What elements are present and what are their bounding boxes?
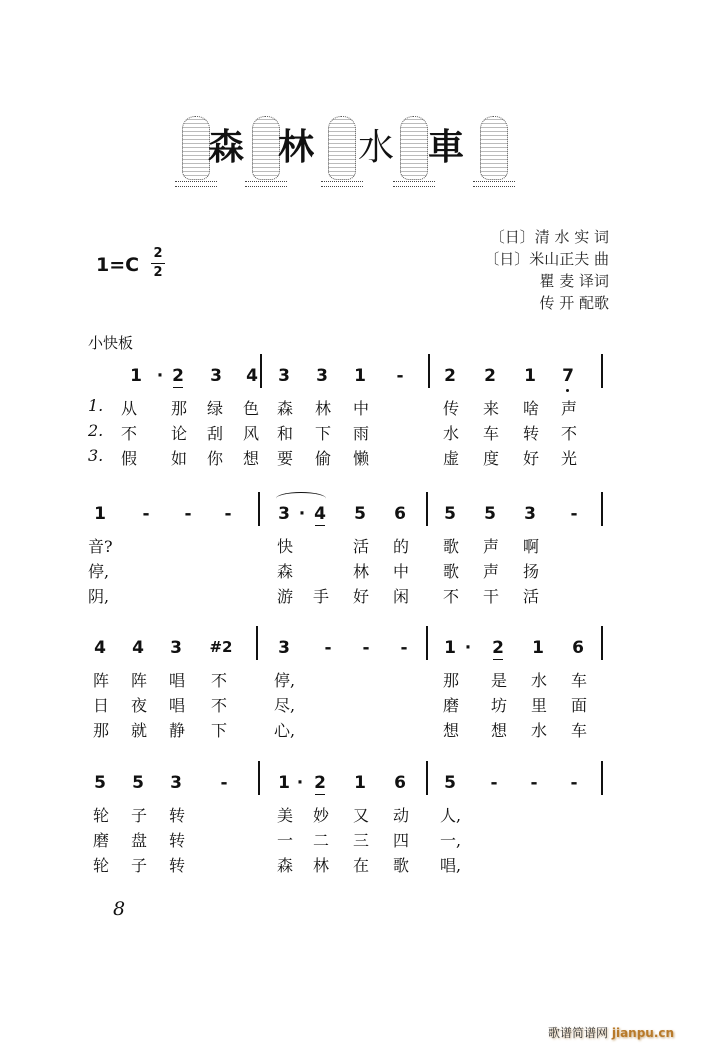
- lyric: 磨: [442, 696, 459, 715]
- score-system-4: [88, 767, 618, 876]
- lyric: 磨: [92, 831, 109, 850]
- lyric: 度: [482, 449, 499, 468]
- title-char: 水: [358, 127, 395, 168]
- lyric: 你: [206, 449, 223, 468]
- verse-number: 2.: [88, 421, 104, 440]
- lyric: 日: [92, 696, 109, 715]
- lyric: 偷: [314, 449, 331, 468]
- lyric: 不: [120, 424, 137, 443]
- lyric: 那: [170, 399, 187, 418]
- lyric: 坊: [490, 696, 507, 715]
- note: 3: [278, 638, 290, 658]
- dash: -: [220, 773, 228, 793]
- lyric: 水: [530, 671, 547, 690]
- lyric: 一: [276, 831, 293, 850]
- lyric: 是: [490, 671, 507, 690]
- watermark-text: 歌谱简谱网: [548, 1026, 609, 1040]
- lyric: 活: [352, 537, 369, 556]
- lyric: 子: [130, 856, 147, 875]
- key-signature: 1=C: [96, 254, 140, 276]
- lyric: 静: [168, 721, 185, 740]
- note: 3: [170, 773, 182, 793]
- lyric: 音?: [88, 537, 113, 556]
- lyric: 一,: [440, 831, 462, 850]
- note: 6: [394, 504, 406, 524]
- lyrics-verse-1: [88, 394, 618, 419]
- lyric: 转: [168, 831, 185, 850]
- lyric: 歌: [392, 856, 409, 875]
- lyric: 游: [276, 587, 293, 606]
- note: 5: [94, 773, 106, 793]
- dash: -: [184, 504, 192, 524]
- barline: [601, 761, 603, 795]
- note: 2: [484, 366, 496, 386]
- lyric: 面: [570, 696, 587, 715]
- barline: [426, 626, 428, 660]
- lyric: 转: [522, 424, 539, 443]
- lyric: 里: [530, 696, 547, 715]
- barline: [601, 492, 603, 526]
- lyric: 心,: [274, 721, 296, 740]
- lyric: 轮: [92, 806, 109, 825]
- lyric: 唱: [168, 671, 185, 690]
- lyric: 闲: [392, 587, 409, 606]
- lyric: 那: [92, 721, 109, 740]
- dash: -: [362, 638, 370, 658]
- dot: ·: [298, 504, 306, 524]
- lyric: 快: [276, 537, 293, 556]
- dash: -: [570, 504, 578, 524]
- lyric: 绿: [206, 399, 223, 418]
- lantern-ornament-icon: [182, 116, 210, 180]
- note: 1: [278, 773, 290, 793]
- page-number: 8: [113, 898, 126, 920]
- note: 1: [354, 773, 366, 793]
- dash: -: [400, 638, 408, 658]
- note: 1: [444, 638, 456, 658]
- lyric: 阴,: [88, 587, 110, 606]
- score-system-3: [88, 632, 618, 741]
- lyric: 唱,: [440, 856, 462, 875]
- translator-credit: 瞿 麦 译词: [539, 272, 609, 290]
- lyric: 来: [482, 399, 499, 418]
- dot: ·: [464, 638, 472, 658]
- watermark-url: jianpu.cn: [611, 1026, 675, 1040]
- credits: [419, 226, 609, 314]
- tempo-marking: 小快板: [88, 334, 134, 352]
- lyric: 不: [210, 696, 227, 715]
- note: 2: [488, 638, 508, 658]
- lyric: 子: [130, 806, 147, 825]
- sharp-note: #2: [209, 638, 233, 656]
- note: 1: [524, 366, 536, 386]
- lyric: 车: [482, 424, 499, 443]
- note: 5: [444, 504, 456, 524]
- lyric: 人,: [440, 806, 462, 825]
- lyric: 不: [442, 587, 459, 606]
- lyric: 从: [120, 399, 137, 418]
- note: 6: [394, 773, 406, 793]
- lyric: 停,: [274, 671, 296, 690]
- lyric: 阵: [130, 671, 147, 690]
- lyric: 活: [522, 587, 539, 606]
- lyric: 想: [442, 721, 459, 740]
- dash: -: [142, 504, 150, 524]
- lyrics-verse-2: [88, 557, 618, 582]
- lyric: 夜: [130, 696, 147, 715]
- lyric: 不: [560, 424, 577, 443]
- notes-row: [88, 360, 618, 394]
- lyric: 歌: [442, 537, 459, 556]
- note: 3: [316, 366, 328, 386]
- note: 5: [444, 773, 456, 793]
- note: 2: [310, 773, 330, 793]
- lyric: 中: [352, 399, 369, 418]
- lyric: 森: [276, 856, 293, 875]
- note: 3: [278, 504, 290, 524]
- lyric: 林: [314, 399, 331, 418]
- lyric: 不: [210, 671, 227, 690]
- lyric: 在: [352, 856, 369, 875]
- lyric: 停,: [88, 562, 110, 581]
- score-system-1: [88, 360, 618, 469]
- lyric: 雨: [352, 424, 369, 443]
- lyrics-verse-2: [88, 419, 618, 444]
- dash: -: [324, 638, 332, 658]
- lyric: 刮: [206, 424, 223, 443]
- lyric: 盘: [130, 831, 147, 850]
- note: 1: [354, 366, 366, 386]
- lyric: 论: [170, 424, 187, 443]
- lyric: 声: [482, 562, 499, 581]
- lyric: 车: [570, 721, 587, 740]
- lyric: 假: [120, 449, 137, 468]
- note: 4: [310, 504, 330, 524]
- lyric: 森: [276, 399, 293, 418]
- lyric: 轮: [92, 856, 109, 875]
- lantern-ornament-icon: [252, 116, 280, 180]
- lyric: 干: [482, 587, 499, 606]
- lyrics-verse-2: [88, 826, 618, 851]
- barline: [258, 761, 260, 795]
- lyric: 森: [276, 562, 293, 581]
- dash: -: [570, 773, 578, 793]
- dash: -: [530, 773, 538, 793]
- note: 4: [132, 638, 144, 658]
- lyric: 扬: [522, 562, 539, 581]
- barline: [426, 492, 428, 526]
- note: 1: [532, 638, 544, 658]
- lantern-ornament-icon: [480, 116, 508, 180]
- lantern-ornament-icon: [328, 116, 356, 180]
- note: 3: [278, 366, 290, 386]
- barline: [258, 492, 260, 526]
- lyric: 色: [242, 399, 259, 418]
- dot: ·: [156, 366, 164, 386]
- lyric: 二: [312, 831, 329, 850]
- lyric: 三: [352, 831, 369, 850]
- lyric: 转: [168, 856, 185, 875]
- lyric: 的: [392, 537, 409, 556]
- lyric: 转: [168, 806, 185, 825]
- lyric: 懒: [352, 449, 369, 468]
- watermark: [548, 1024, 674, 1041]
- song-title: [170, 112, 530, 192]
- lyric: 虚: [442, 449, 459, 468]
- barline: [260, 354, 262, 388]
- barline: [601, 354, 603, 388]
- lyric: 传: [442, 399, 459, 418]
- lyric: 尽,: [274, 696, 296, 715]
- note: 3: [524, 504, 536, 524]
- lyrics-verse-1: [88, 801, 618, 826]
- lyric: 歌: [442, 562, 459, 581]
- lyrics-verse-3: [88, 716, 618, 741]
- note: 4: [246, 366, 258, 386]
- note: 7: [558, 366, 578, 386]
- title-char: 車: [428, 127, 465, 168]
- lyric: 声: [482, 537, 499, 556]
- lyrics-verse-2: [88, 691, 618, 716]
- note: 2: [168, 366, 188, 386]
- lyric: 就: [130, 721, 147, 740]
- lyric: 车: [570, 671, 587, 690]
- lyric: 如: [170, 449, 187, 468]
- barline: [256, 626, 258, 660]
- lyric: 好: [352, 587, 369, 606]
- note: 5: [484, 504, 496, 524]
- verse-number: 1.: [88, 396, 104, 415]
- lyrics-verse-1: [88, 666, 618, 691]
- time-signature: [151, 246, 165, 281]
- lyric: 四: [392, 831, 409, 850]
- lyrics-verse-3: [88, 444, 618, 469]
- lyric: 风: [242, 424, 259, 443]
- lyric: 动: [392, 806, 409, 825]
- barline: [428, 354, 430, 388]
- lyric: 唱: [168, 696, 185, 715]
- verse-number: 3.: [88, 446, 104, 465]
- composer-credit: 〔日〕米山正夫 曲: [484, 250, 609, 268]
- note: -: [396, 366, 404, 386]
- lyric: 啥: [522, 399, 539, 418]
- lyrics-verse-1: [88, 532, 618, 557]
- note: 4: [94, 638, 106, 658]
- lyric: 美: [276, 806, 293, 825]
- lyric: 水: [442, 424, 459, 443]
- lyric: 想: [490, 721, 507, 740]
- note: 3: [210, 366, 222, 386]
- note: 1: [94, 504, 106, 524]
- lyric: 下: [314, 424, 331, 443]
- lyric: 想: [242, 449, 259, 468]
- note: 3: [170, 638, 182, 658]
- note: 5: [354, 504, 366, 524]
- notes-row: [88, 767, 618, 801]
- dash: -: [490, 773, 498, 793]
- notes-row: [88, 632, 618, 666]
- note: 5: [132, 773, 144, 793]
- lyric: 好: [522, 449, 539, 468]
- lantern-ornament-icon: [400, 116, 428, 180]
- lyric: 和: [276, 424, 293, 443]
- lyricist-credit: 〔日〕清 水 实 词: [489, 228, 609, 246]
- lyric: 妙: [312, 806, 329, 825]
- lyric: 要: [276, 449, 293, 468]
- title-char: 森: [208, 127, 245, 168]
- lyric: 中: [392, 562, 409, 581]
- lyric: 又: [352, 806, 369, 825]
- lyric: 手: [312, 587, 329, 606]
- barline: [601, 626, 603, 660]
- lyric: 下: [210, 721, 227, 740]
- notes-row: [88, 498, 618, 532]
- note: 1: [130, 366, 142, 386]
- lyric: 声: [560, 399, 577, 418]
- time-signature-bottom: 2: [153, 265, 163, 280]
- lyric: 水: [530, 721, 547, 740]
- title-char: 林: [278, 127, 315, 168]
- note: 2: [444, 366, 456, 386]
- lyric: 那: [442, 671, 459, 690]
- barline: [426, 761, 428, 795]
- arranger-credit: 传 开 配歌: [539, 294, 609, 312]
- lyric: 光: [560, 449, 577, 468]
- lyrics-verse-3: [88, 851, 618, 876]
- score-system-2: [88, 498, 618, 607]
- lyrics-verse-3: [88, 582, 618, 607]
- time-signature-top: 2: [153, 246, 163, 261]
- dash: -: [224, 504, 232, 524]
- lyric: 阵: [92, 671, 109, 690]
- note: 6: [572, 638, 584, 658]
- lyric: 啊: [522, 537, 539, 556]
- lyric: 林: [312, 856, 329, 875]
- lyric: 林: [352, 562, 369, 581]
- dot: ·: [296, 773, 304, 793]
